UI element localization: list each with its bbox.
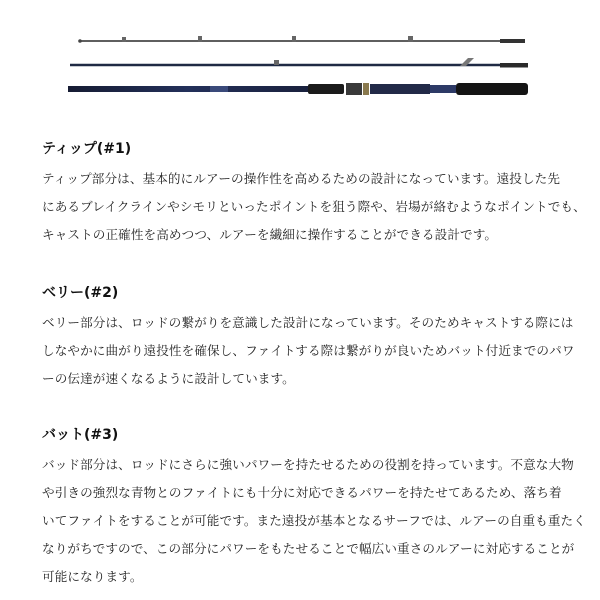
text-line: いてファイトをすることが可能です。また遠投が基本となるサーフでは、ルアーの自重も重たく — [42, 513, 586, 528]
rod-sections-image — [60, 28, 540, 108]
section-body-butt — [42, 451, 586, 591]
text-line: バッド部分は、ロッドにさらに強いパワーを持たせるための役割を持っています。不意な大物 — [42, 457, 574, 472]
section-tip — [42, 139, 586, 249]
text-line: しなやかに曲がり遠投性を確保し、ファイトする際は繋がりが良いためバット付近までのパワ — [42, 343, 575, 358]
section-title-belly: ベリー(#2) — [42, 285, 119, 301]
text-line: にあるブレイクラインやシモリといったポイントを狙う際や、岩場が絡むようなポイントでも、 — [42, 199, 586, 214]
text-line: ベリー部分は、ロッドの繋がりを意識した設計になっています。そのためキャストする際には — [42, 315, 574, 330]
text-line: や引きの強烈な青物とのファイトにも十分に対応できるパワーを持たせてあるため、落ち着 — [42, 485, 562, 500]
text-line: ティップ部分は、基本的にルアーの操作性を高めるための設計になっています。遠投した先 — [42, 171, 561, 186]
text-line: ーの伝達が速くなるように設計しています。 — [42, 371, 295, 386]
section-title-butt: バット(#3) — [42, 427, 119, 443]
section-title-tip: ティップ(#1) — [42, 141, 132, 157]
text-line: なりがちですので、この部分にパワーをもたせることで幅広い重さのルアーに対応することが — [42, 541, 575, 556]
section-body-belly — [42, 309, 575, 393]
rod-butt-section — [68, 83, 528, 95]
section-butt — [42, 425, 586, 591]
section-belly — [42, 283, 575, 393]
rod-belly-section — [70, 58, 528, 68]
text-line: 可能になります。 — [42, 569, 143, 584]
section-body-tip — [42, 165, 586, 249]
rod-tip-section — [78, 36, 525, 43]
text-line: キャストの正確性を高めつつ、ルアーを繊細に操作することができる設計です。 — [42, 227, 498, 242]
